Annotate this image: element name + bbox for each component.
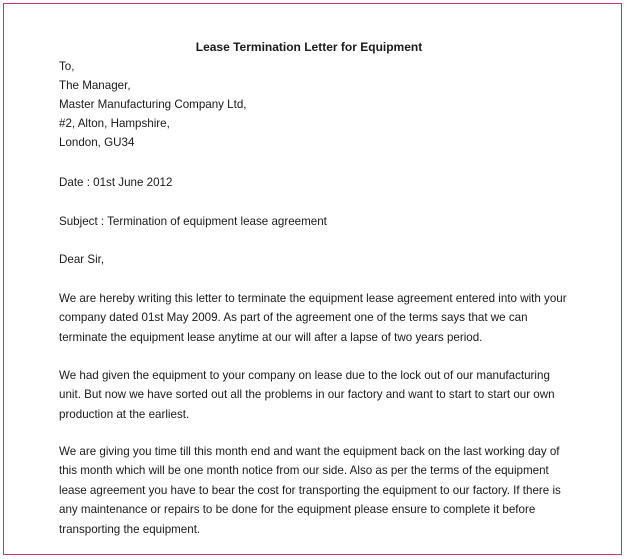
paragraph-line: transporting the equipment. <box>59 522 201 536</box>
paragraph-line: any maintenance or repairs to be done for the equipment please ensure to complete it before <box>59 503 536 517</box>
letter-date: Date : 01st June 2012 <box>59 176 173 189</box>
letter-title: Lease Termination Letter for Equipment <box>195 40 423 54</box>
address-line-street: #2, Alton, Hampshire, <box>59 117 170 130</box>
paragraph-line: We had given the equipment to your company on lease due to the lock out of our manufacturing <box>59 369 550 382</box>
paragraph-line: production at the earliest. <box>59 407 190 421</box>
paragraph-line: company dated 01st May 2009. As part of the agreement one of the terms says that we can <box>59 311 528 325</box>
paragraph-line: We are giving you time till this month end and want the equipment back on the last working day of <box>59 445 560 458</box>
address-line-city: London, GU34 <box>59 136 135 149</box>
letter-subject: Subject : Termination of equipment lease agreement <box>59 215 327 228</box>
address-line-recipient: The Manager, <box>59 79 131 92</box>
paragraph-line: unit. But now we have sorted out all the problems in our factory and want to start to start our own <box>59 388 555 402</box>
paragraph-3 <box>59 442 559 539</box>
address-line-to: To, <box>59 60 75 73</box>
letter-salutation: Dear Sir, <box>59 253 105 266</box>
paragraph-line: We are hereby writing this letter to terminate the equipment lease agreement entered into with your <box>59 292 567 305</box>
address-line-company: Master Manufacturing Company Ltd, <box>59 98 247 111</box>
paragraph-line: this month which will be one month notice from our side. Also as per the terms of the equipment <box>59 464 549 478</box>
paragraph-1 <box>59 289 567 347</box>
paragraph-line: lease agreement you have to bear the cost for transporting the equipment to our factory. If there is <box>59 483 561 497</box>
paragraph-2 <box>59 366 559 424</box>
paragraph-line: terminate the equipment lease anytime at our will after a lapse of two years period. <box>59 330 483 344</box>
